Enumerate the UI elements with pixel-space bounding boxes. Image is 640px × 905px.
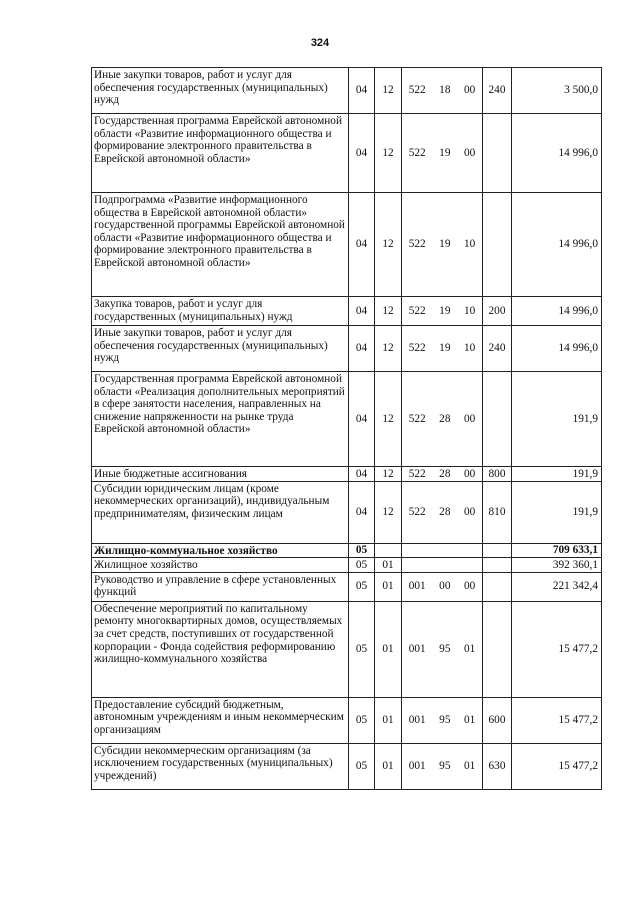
row-name-cell: Предоставление субсидий бюджетным, автономным учреждениям и иным некоммерческим организациям [92,697,349,743]
table-row [92,543,602,558]
target-article-part-3: 00 [463,146,476,159]
target-article-part-1: 522 [408,467,426,480]
target-article-cell [402,572,483,601]
target-article-part-2: 28 [439,412,451,425]
row-name-cell: Жилищно-коммунальное хозяйство [92,543,349,558]
target-article-cell [402,481,483,543]
target-article-part-2: 19 [439,146,451,159]
target-article-cell [402,193,483,297]
expense-type-cell: 240 [483,68,512,114]
target-article-part-1: 522 [408,342,426,355]
target-article-part-1: 522 [408,146,426,159]
amount-cell: 709 633,1 [512,543,602,558]
table-row [92,467,602,482]
section-code-cell: 04 [349,68,375,114]
target-article-part-1: 522 [408,238,426,251]
table-row [92,68,602,114]
expense-type-cell: 810 [483,481,512,543]
amount-cell: 14 996,0 [512,114,602,193]
target-article-part-1: 001 [408,580,426,593]
target-article-cell [402,372,483,467]
section-code-cell: 04 [349,372,375,467]
table-row [92,572,602,601]
expense-type-cell: 630 [483,743,512,789]
section-code-cell: 05 [349,601,375,697]
row-name-cell: Иные закупки товаров, работ и услуг для обеспечения государственных (муниципальных) нужд [92,68,349,114]
table-row [92,481,602,543]
subsection-code-cell [375,543,402,558]
target-article-part-3: 00 [463,580,476,593]
target-article-cell [402,697,483,743]
row-name-cell: Жилищное хозяйство [92,558,349,573]
subsection-code-cell: 12 [375,193,402,297]
target-article-part-3: 00 [463,467,476,480]
target-article-part-2: 19 [439,304,451,317]
row-name-cell: Закупка товаров, работ и услуг для государственных (муниципальных) нужд [92,297,349,326]
target-article-part-1: 001 [408,759,426,772]
target-article-cell [402,543,483,558]
budget-table-body [92,68,602,790]
table-row [92,372,602,467]
amount-cell: 14 996,0 [512,326,602,372]
section-code-cell: 04 [349,481,375,543]
subsection-code-cell: 12 [375,297,402,326]
table-row [92,193,602,297]
target-article-part-1: 522 [408,84,426,97]
target-article-part-2: 18 [439,84,451,97]
target-article-part-2: 95 [439,759,451,772]
section-code-cell: 04 [349,467,375,482]
expense-type-cell: 800 [483,467,512,482]
expense-type-cell [483,572,512,601]
target-article-cell [402,743,483,789]
expense-type-cell: 240 [483,326,512,372]
target-article-cell [402,297,483,326]
table-row [92,558,602,573]
target-article-part-3: 01 [463,642,476,655]
section-code-cell: 05 [349,572,375,601]
expense-type-cell [483,601,512,697]
target-article-part-1: 001 [408,642,426,655]
row-name-cell: Государственная программа Еврейской автономной области «Развитие информационного общества и формирование электронного правительства в Еврейской автономной области» [92,114,349,193]
subsection-code-cell: 01 [375,572,402,601]
target-article-part-2: 19 [439,238,451,251]
row-name-cell: Иные закупки товаров, работ и услуг для обеспечения государственных (муниципальных) нужд [92,326,349,372]
target-article-part-3: 00 [463,84,476,97]
section-code-cell: 05 [349,743,375,789]
target-article-part-2: 95 [439,713,451,726]
expense-type-cell: 600 [483,697,512,743]
target-article-part-3: 00 [463,412,476,425]
amount-cell: 14 996,0 [512,297,602,326]
subsection-code-cell: 01 [375,697,402,743]
table-row [92,743,602,789]
section-code-cell: 05 [349,558,375,573]
expense-type-cell [483,543,512,558]
target-article-part-2: 28 [439,505,451,518]
table-row [92,601,602,697]
subsection-code-cell: 01 [375,558,402,573]
target-article-part-3: 10 [463,342,476,355]
amount-cell: 191,9 [512,481,602,543]
subsection-code-cell: 12 [375,467,402,482]
section-code-cell: 04 [349,193,375,297]
expense-type-cell [483,193,512,297]
row-name-cell: Субсидии некоммерческим организациям (за исключением государственных (муниципальных) учреждений) [92,743,349,789]
target-article-part-2: 28 [439,467,451,480]
budget-table [91,67,602,790]
subsection-code-cell: 12 [375,326,402,372]
target-article-cell [402,601,483,697]
subsection-code-cell: 01 [375,743,402,789]
section-code-cell: 05 [349,697,375,743]
target-article-part-3: 00 [463,505,476,518]
subsection-code-cell: 12 [375,481,402,543]
section-code-cell: 04 [349,326,375,372]
amount-cell: 221 342,4 [512,572,602,601]
amount-cell: 191,9 [512,467,602,482]
table-row [92,297,602,326]
amount-cell: 392 360,1 [512,558,602,573]
target-article-part-3: 01 [463,759,476,772]
section-code-cell: 04 [349,114,375,193]
subsection-code-cell: 01 [375,601,402,697]
row-name-cell: Субсидии юридическим лицам (кроме некоммерческих организаций), индивидуальным предпринимателям, физическим лицам [92,481,349,543]
row-name-cell: Обеспечение мероприятий по капитальному ремонту многоквартирных домов, осуществляемых за счет средств, поступивших от государственной корпорации - Фонда содействия реформированию жилищно-коммунального хозяйства [92,601,349,697]
subsection-code-cell: 12 [375,114,402,193]
row-name-cell: Иные бюджетные ассигнования [92,467,349,482]
target-article-part-3: 01 [463,713,476,726]
amount-cell: 3 500,0 [512,68,602,114]
table-row [92,697,602,743]
target-article-part-3: 10 [463,238,476,251]
target-article-part-1: 522 [408,304,426,317]
subsection-code-cell: 12 [375,372,402,467]
target-article-part-3: 10 [463,304,476,317]
target-article-part-1: 001 [408,713,426,726]
target-article-part-1: 522 [408,412,426,425]
expense-type-cell [483,558,512,573]
target-article-cell [402,326,483,372]
row-name-cell: Подпрограмма «Развитие информационного общества в Еврейской автономной области» государственной программы Еврейской автономной области «Развитие информационного общества и формирование электронного правительства в Еврейской автономной области» [92,193,349,297]
expense-type-cell: 200 [483,297,512,326]
table-row [92,114,602,193]
row-name-cell: Руководство и управление в сфере установленных функций [92,572,349,601]
amount-cell: 14 996,0 [512,193,602,297]
page-number: 324 [310,37,330,49]
target-article-part-2: 00 [439,580,451,593]
target-article-cell [402,467,483,482]
amount-cell: 15 477,2 [512,601,602,697]
target-article-part-1: 522 [408,505,426,518]
target-article-part-2: 19 [439,342,451,355]
section-code-cell: 04 [349,297,375,326]
target-article-cell [402,114,483,193]
amount-cell: 15 477,2 [512,697,602,743]
expense-type-cell [483,114,512,193]
target-article-cell [402,558,483,573]
subsection-code-cell: 12 [375,68,402,114]
target-article-part-2: 95 [439,642,451,655]
amount-cell: 15 477,2 [512,743,602,789]
table-row [92,326,602,372]
amount-cell: 191,9 [512,372,602,467]
section-code-cell: 05 [349,543,375,558]
row-name-cell: Государственная программа Еврейской автономной области «Реализация дополнительных мероприятий в сфере занятости населения, направленных на снижение напряженности на рынке труда Еврейской автономной области» [92,372,349,467]
target-article-cell [402,68,483,114]
expense-type-cell [483,372,512,467]
